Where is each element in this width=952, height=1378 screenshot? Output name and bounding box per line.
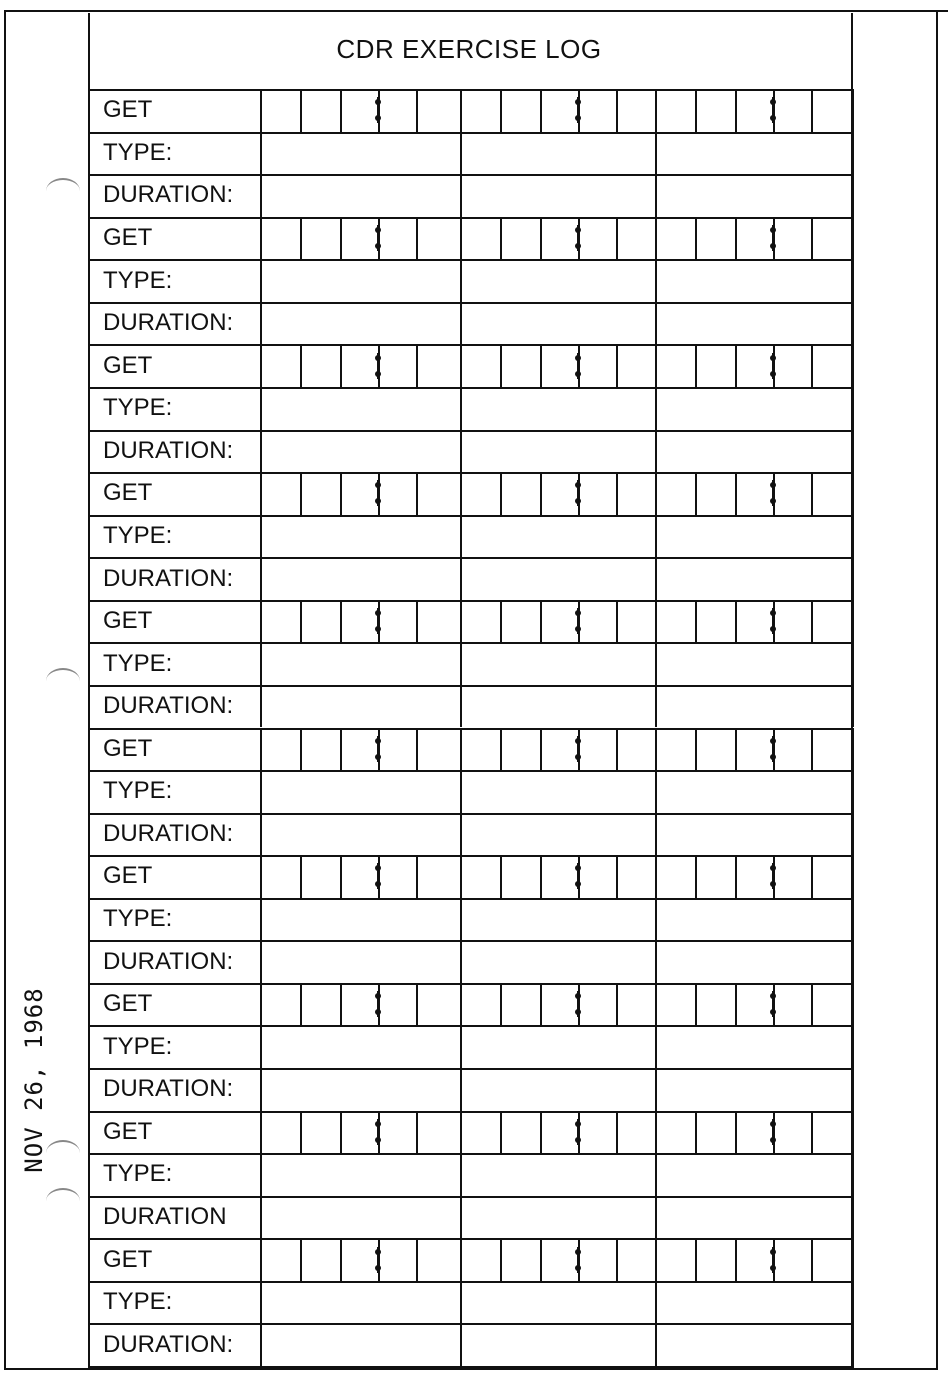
type-entry-field[interactable] <box>260 898 455 941</box>
binder-hole-mark <box>46 1140 80 1166</box>
duration-entry-field[interactable] <box>460 813 655 856</box>
duration-label: DURATION: <box>103 1330 234 1358</box>
get-label: GET <box>103 734 153 762</box>
digit-box-divider <box>500 474 502 515</box>
time-separator-stroke <box>577 480 580 506</box>
get-time-entry[interactable] <box>260 1113 455 1154</box>
type-entry-field[interactable] <box>260 770 455 813</box>
duration-entry-field[interactable] <box>260 813 455 856</box>
page-border-left <box>4 10 6 1370</box>
duration-entry-field[interactable] <box>460 302 655 345</box>
time-separator-stroke <box>772 1247 775 1273</box>
time-separator-stroke <box>377 736 380 762</box>
duration-entry-field[interactable] <box>655 1068 850 1111</box>
digit-box-divider <box>416 730 418 771</box>
get-time-entry[interactable] <box>260 474 455 515</box>
digit-box-divider <box>616 346 618 387</box>
digit-box-divider <box>300 602 302 643</box>
digit-box-divider <box>811 1240 813 1281</box>
digit-box-divider <box>340 474 342 515</box>
time-separator-stroke <box>577 97 580 123</box>
duration-label: DURATION: <box>103 181 234 209</box>
duration-entry-field[interactable] <box>260 174 455 217</box>
digit-box-divider <box>300 1113 302 1154</box>
digit-box-divider <box>735 346 737 387</box>
digit-box-divider <box>340 91 342 132</box>
digit-box-divider <box>540 602 542 643</box>
digit-box-divider <box>616 1113 618 1154</box>
digit-box-divider <box>735 985 737 1026</box>
get-label: GET <box>103 607 153 635</box>
get-time-entry[interactable] <box>655 346 850 387</box>
get-time-entry[interactable] <box>460 474 655 515</box>
duration-entry-field[interactable] <box>460 1323 655 1366</box>
grid-right-edge <box>852 217 854 345</box>
duration-label: DURATION: <box>103 309 234 337</box>
digit-box-divider <box>695 346 697 387</box>
page-border-bottom <box>4 1368 938 1370</box>
grid-right-edge <box>852 1238 854 1366</box>
digit-box-divider <box>540 730 542 771</box>
time-separator-stroke <box>377 225 380 251</box>
type-entry-field[interactable] <box>655 1281 850 1324</box>
type-label: TYPE: <box>103 1288 173 1316</box>
digit-box-divider <box>735 1240 737 1281</box>
digit-box-divider <box>416 857 418 898</box>
digit-box-divider <box>300 219 302 260</box>
duration-entry-field[interactable] <box>655 685 850 728</box>
page-border-right <box>936 10 938 1370</box>
duration-entry-field[interactable] <box>460 1196 655 1239</box>
digit-box-divider <box>500 346 502 387</box>
grid-right-edge <box>852 728 854 856</box>
get-time-entry[interactable] <box>655 857 850 898</box>
digit-box-divider <box>300 346 302 387</box>
digit-box-divider <box>735 474 737 515</box>
type-label: TYPE: <box>103 521 173 549</box>
digit-box-divider <box>340 1240 342 1281</box>
type-entry-field[interactable] <box>460 1025 655 1068</box>
row-divider <box>88 1366 854 1368</box>
get-time-entry[interactable] <box>655 985 850 1026</box>
digit-box-divider <box>811 219 813 260</box>
type-label: TYPE: <box>103 394 173 422</box>
type-entry-field[interactable] <box>460 387 655 430</box>
digit-box-divider <box>695 857 697 898</box>
digit-box-divider <box>735 219 737 260</box>
digit-box-divider <box>416 985 418 1026</box>
get-time-entry[interactable] <box>460 91 655 132</box>
digit-box-divider <box>735 602 737 643</box>
digit-box-divider <box>340 602 342 643</box>
get-time-entry[interactable] <box>460 730 655 771</box>
date-stamp: NOV 26, 1968 <box>20 987 48 1173</box>
type-label: TYPE: <box>103 266 173 294</box>
type-entry-field[interactable] <box>260 642 455 685</box>
type-entry-field[interactable] <box>260 387 455 430</box>
get-time-entry[interactable] <box>260 91 455 132</box>
type-label: TYPE: <box>103 1032 173 1060</box>
digit-box-divider <box>416 602 418 643</box>
duration-entry-field[interactable] <box>460 940 655 983</box>
digit-box-divider <box>416 346 418 387</box>
get-label: GET <box>103 479 153 507</box>
type-entry-field[interactable] <box>655 898 850 941</box>
digit-box-divider <box>500 985 502 1026</box>
digit-box-divider <box>811 602 813 643</box>
time-separator-stroke <box>377 353 380 379</box>
time-separator-stroke <box>772 608 775 634</box>
duration-entry-field[interactable] <box>460 1068 655 1111</box>
digit-box-divider <box>616 857 618 898</box>
digit-box-divider <box>416 91 418 132</box>
time-separator-stroke <box>377 608 380 634</box>
binder-hole-mark <box>46 178 80 204</box>
time-separator-stroke <box>577 736 580 762</box>
duration-label: DURATION: <box>103 1075 234 1103</box>
type-entry-field[interactable] <box>460 1153 655 1196</box>
time-separator-stroke <box>772 1119 775 1145</box>
get-time-entry[interactable] <box>655 219 850 260</box>
grid-right-edge <box>852 600 854 728</box>
type-label: TYPE: <box>103 1160 173 1188</box>
duration-label: DURATION <box>103 1203 227 1231</box>
digit-box-divider <box>340 730 342 771</box>
digit-box-divider <box>735 730 737 771</box>
time-separator-stroke <box>377 1119 380 1145</box>
digit-box-divider <box>300 730 302 771</box>
get-time-entry[interactable] <box>460 219 655 260</box>
type-label: TYPE: <box>103 905 173 933</box>
duration-label: DURATION: <box>103 564 234 592</box>
duration-entry-field[interactable] <box>460 174 655 217</box>
type-entry-field[interactable] <box>460 898 655 941</box>
digit-box-divider <box>540 985 542 1026</box>
duration-label: DURATION: <box>103 436 234 464</box>
duration-entry-field[interactable] <box>460 685 655 728</box>
digit-box-divider <box>500 91 502 132</box>
duration-entry-field[interactable] <box>655 557 850 600</box>
digit-box-divider <box>500 1113 502 1154</box>
get-label: GET <box>103 862 153 890</box>
digit-box-divider <box>340 985 342 1026</box>
digit-box-divider <box>695 985 697 1026</box>
type-entry-field[interactable] <box>260 1025 455 1068</box>
digit-box-divider <box>616 91 618 132</box>
time-separator-stroke <box>772 225 775 251</box>
type-entry-field[interactable] <box>460 1281 655 1324</box>
get-time-entry[interactable] <box>655 602 850 643</box>
grid-right-edge <box>852 344 854 472</box>
get-time-entry[interactable] <box>260 857 455 898</box>
grid-right-edge <box>852 983 854 1111</box>
digit-box-divider <box>416 1113 418 1154</box>
get-time-entry[interactable] <box>260 219 455 260</box>
digit-box-divider <box>811 346 813 387</box>
duration-label: DURATION: <box>103 947 234 975</box>
digit-box-divider <box>735 91 737 132</box>
digit-box-divider <box>811 91 813 132</box>
duration-entry-field[interactable] <box>260 302 455 345</box>
duration-entry-field[interactable] <box>655 940 850 983</box>
digit-box-divider <box>695 474 697 515</box>
type-entry-field[interactable] <box>655 132 850 175</box>
binder-hole-mark <box>46 1188 80 1214</box>
digit-box-divider <box>540 219 542 260</box>
get-time-entry[interactable] <box>460 857 655 898</box>
digit-box-divider <box>500 857 502 898</box>
digit-box-divider <box>616 1240 618 1281</box>
time-separator-stroke <box>377 97 380 123</box>
type-entry-field[interactable] <box>460 770 655 813</box>
time-separator-stroke <box>772 736 775 762</box>
time-separator-stroke <box>577 863 580 889</box>
grid-right-edge <box>852 89 854 217</box>
type-entry-field[interactable] <box>655 1025 850 1068</box>
duration-entry-field[interactable] <box>260 557 455 600</box>
get-time-entry[interactable] <box>460 985 655 1026</box>
get-time-entry[interactable] <box>260 602 455 643</box>
digit-box-divider <box>811 474 813 515</box>
time-separator-stroke <box>772 480 775 506</box>
type-entry-field[interactable] <box>655 1153 850 1196</box>
duration-label: DURATION: <box>103 692 234 720</box>
duration-entry-field[interactable] <box>655 302 850 345</box>
get-label: GET <box>103 1117 153 1145</box>
digit-box-divider <box>735 857 737 898</box>
get-time-entry[interactable] <box>460 346 655 387</box>
type-label: TYPE: <box>103 649 173 677</box>
duration-entry-field[interactable] <box>655 813 850 856</box>
digit-box-divider <box>695 1113 697 1154</box>
digit-box-divider <box>340 346 342 387</box>
digit-box-divider <box>416 474 418 515</box>
digit-box-divider <box>340 1113 342 1154</box>
grid-right-edge <box>852 1111 854 1239</box>
type-entry-field[interactable] <box>460 642 655 685</box>
time-separator-stroke <box>377 991 380 1017</box>
digit-box-divider <box>811 857 813 898</box>
form-title: CDR EXERCISE LOG <box>336 34 602 64</box>
get-time-entry[interactable] <box>655 474 850 515</box>
digit-box-divider <box>695 730 697 771</box>
type-entry-field[interactable] <box>655 770 850 813</box>
get-time-entry[interactable] <box>655 91 850 132</box>
digit-box-divider <box>616 219 618 260</box>
page-border-top <box>4 10 948 12</box>
grid-right-edge <box>852 472 854 600</box>
digit-box-divider <box>616 602 618 643</box>
duration-entry-field[interactable] <box>260 1196 455 1239</box>
digit-box-divider <box>540 346 542 387</box>
duration-entry-field[interactable] <box>655 1323 850 1366</box>
get-time-entry[interactable] <box>260 1240 455 1281</box>
digit-box-divider <box>695 219 697 260</box>
digit-box-divider <box>540 474 542 515</box>
type-entry-field[interactable] <box>655 642 850 685</box>
duration-entry-field[interactable] <box>260 685 455 728</box>
time-separator-stroke <box>577 608 580 634</box>
digit-box-divider <box>695 91 697 132</box>
type-entry-field[interactable] <box>655 387 850 430</box>
digit-box-divider <box>695 1240 697 1281</box>
duration-entry-field[interactable] <box>460 430 655 473</box>
duration-entry-field[interactable] <box>655 174 850 217</box>
type-entry-field[interactable] <box>460 515 655 558</box>
form-header <box>88 14 850 89</box>
digit-box-divider <box>616 730 618 771</box>
digit-box-divider <box>300 1240 302 1281</box>
digit-box-divider <box>300 91 302 132</box>
digit-box-divider <box>695 602 697 643</box>
duration-entry-field[interactable] <box>260 1068 455 1111</box>
digit-box-divider <box>540 857 542 898</box>
time-separator-stroke <box>577 991 580 1017</box>
digit-box-divider <box>811 730 813 771</box>
digit-box-divider <box>616 474 618 515</box>
time-separator-stroke <box>772 353 775 379</box>
digit-box-divider <box>811 985 813 1026</box>
duration-entry-field[interactable] <box>460 557 655 600</box>
type-entry-field[interactable] <box>655 515 850 558</box>
type-entry-field[interactable] <box>655 259 850 302</box>
get-time-entry[interactable] <box>655 1240 850 1281</box>
get-label: GET <box>103 223 153 251</box>
duration-label: DURATION: <box>103 819 234 847</box>
duration-entry-field[interactable] <box>260 430 455 473</box>
digit-box-divider <box>616 985 618 1026</box>
duration-entry-field[interactable] <box>260 940 455 983</box>
time-separator-stroke <box>377 480 380 506</box>
get-time-entry[interactable] <box>260 346 455 387</box>
get-label: GET <box>103 96 153 124</box>
get-label: GET <box>103 351 153 379</box>
digit-box-divider <box>540 1113 542 1154</box>
get-time-entry[interactable] <box>460 1113 655 1154</box>
time-separator-stroke <box>577 1247 580 1273</box>
digit-box-divider <box>300 474 302 515</box>
binder-hole-mark <box>46 668 80 694</box>
digit-box-divider <box>500 1240 502 1281</box>
get-label: GET <box>103 990 153 1018</box>
type-entry-field[interactable] <box>260 515 455 558</box>
get-time-entry[interactable] <box>460 602 655 643</box>
get-time-entry[interactable] <box>260 985 455 1026</box>
digit-box-divider <box>300 985 302 1026</box>
digit-box-divider <box>500 730 502 771</box>
digit-box-divider <box>340 857 342 898</box>
get-time-entry[interactable] <box>655 1113 850 1154</box>
grid-right-edge <box>852 855 854 983</box>
time-separator-stroke <box>772 97 775 123</box>
time-separator-stroke <box>377 1247 380 1273</box>
time-separator-stroke <box>772 863 775 889</box>
type-label: TYPE: <box>103 138 173 166</box>
type-entry-field[interactable] <box>260 1281 455 1324</box>
get-label: GET <box>103 1245 153 1273</box>
digit-box-divider <box>500 602 502 643</box>
digit-box-divider <box>540 1240 542 1281</box>
time-separator-stroke <box>377 863 380 889</box>
type-entry-field[interactable] <box>260 132 455 175</box>
type-entry-field[interactable] <box>460 132 655 175</box>
time-separator-stroke <box>577 1119 580 1145</box>
type-entry-field[interactable] <box>260 259 455 302</box>
digit-box-divider <box>416 219 418 260</box>
duration-entry-field[interactable] <box>655 430 850 473</box>
duration-entry-field[interactable] <box>260 1323 455 1366</box>
digit-box-divider <box>340 219 342 260</box>
get-time-entry[interactable] <box>655 730 850 771</box>
digit-box-divider <box>540 91 542 132</box>
digit-box-divider <box>416 1240 418 1281</box>
get-time-entry[interactable] <box>460 1240 655 1281</box>
time-separator-stroke <box>577 225 580 251</box>
duration-entry-field[interactable] <box>655 1196 850 1239</box>
digit-box-divider <box>500 219 502 260</box>
digit-box-divider <box>735 1113 737 1154</box>
time-separator-stroke <box>577 353 580 379</box>
type-entry-field[interactable] <box>260 1153 455 1196</box>
digit-box-divider <box>300 857 302 898</box>
type-label: TYPE: <box>103 777 173 805</box>
time-separator-stroke <box>772 991 775 1017</box>
digit-box-divider <box>811 1113 813 1154</box>
get-time-entry[interactable] <box>260 730 455 771</box>
type-entry-field[interactable] <box>460 259 655 302</box>
